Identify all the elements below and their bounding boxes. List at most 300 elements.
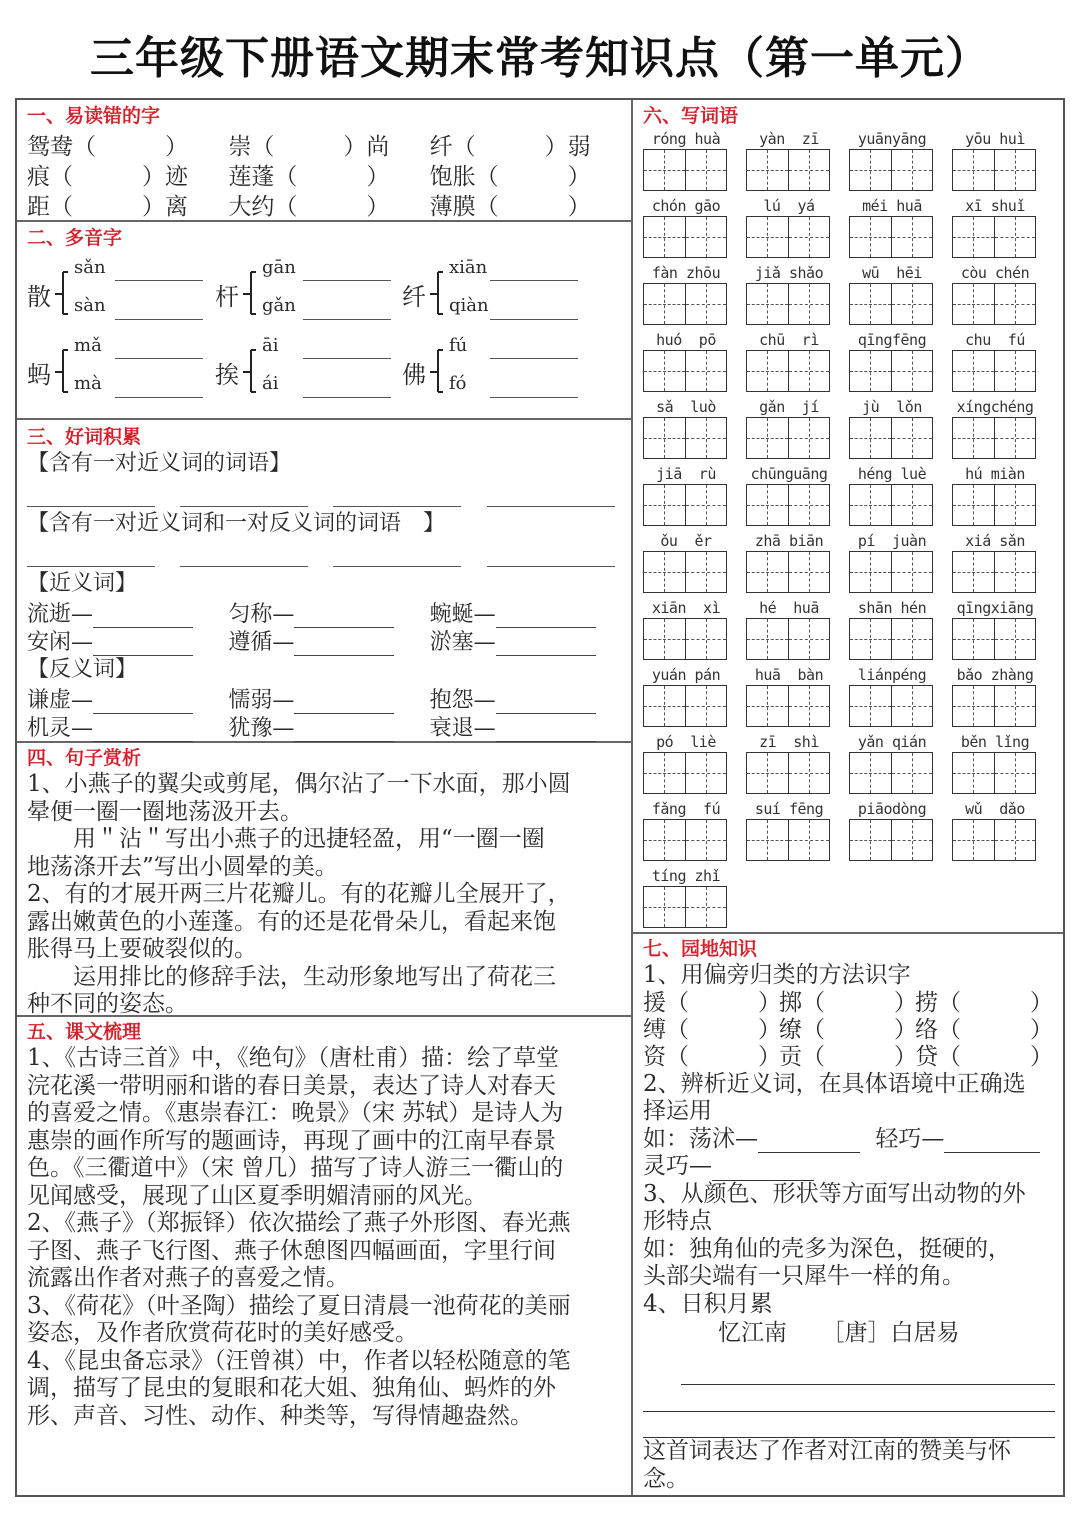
page-title: 三年级下册语文期末常考知识点（第一单元） [90,33,990,84]
tianzige-cell[interactable] [850,820,891,860]
tianzige-cell[interactable] [685,217,727,257]
reading-item[interactable]: 痕（ ）迹 [27,163,188,190]
tianzige-grid [643,129,1063,933]
tianzige-cell[interactable] [685,887,727,927]
word-writing-box [643,732,729,794]
pinyin-top: āi [262,335,279,356]
reading-item[interactable]: 距（ ）离 [27,193,188,220]
tianzige-boxes[interactable] [952,618,1036,660]
answer-blank[interactable] [487,566,615,567]
text-line: 种不同的姿态。 [27,991,188,1017]
paragraph: 形特点 [643,1208,712,1234]
answer-blank[interactable] [93,722,193,742]
tianzige-boxes[interactable] [952,216,1036,258]
word-label: 谦虚— [27,688,94,713]
pinyin-bottom: ái [262,373,279,394]
tianzige-cell[interactable] [747,820,788,860]
pinyin-label: pí juàn [857,532,927,550]
tianzige-boxes[interactable] [849,283,933,325]
section-title: 二、多音字 [27,227,123,249]
word-writing-box [849,799,935,861]
tianzige-cell[interactable] [788,619,830,659]
radical-item[interactable]: 络（ ） [915,1016,1053,1043]
answer-blank[interactable] [490,397,578,398]
word-label: 懦弱— [228,688,295,713]
answer-blank[interactable] [712,1159,814,1181]
tianzige-cell[interactable] [953,552,994,592]
paragraph: 4、日积月累 [643,1290,773,1317]
tianzige-boxes[interactable] [746,618,830,660]
brace-icon [430,267,448,317]
tianzige-cell[interactable] [994,485,1036,525]
tianzige-cell[interactable] [994,284,1036,324]
polyphone-grid [27,251,631,421]
text-line: 惠崇的画作所写的题画诗，再现了画中的江南早春景 [27,1127,556,1154]
polyphone-char: 杆 [215,283,239,311]
tianzige-cell[interactable] [953,686,994,726]
tianzige-cell[interactable] [788,351,830,391]
radical-item[interactable]: 捞（ ） [915,989,1053,1016]
tianzige-cell[interactable] [891,351,933,391]
text-line: 见闻感受，展现了山区夏季明媚清丽的风光。 [27,1182,487,1209]
tianzige-boxes[interactable] [952,484,1036,526]
pinyin-label: còu chén [960,264,1030,282]
radical-item[interactable]: 援（ ） [643,989,781,1016]
answer-blank[interactable] [115,319,203,320]
word-pair [27,597,228,628]
tianzige-cell[interactable] [850,418,891,458]
tianzige-cell[interactable] [644,887,685,927]
pinyin-label: xiān xì [651,599,721,617]
tianzige-cell[interactable] [644,619,685,659]
tianzige-cell[interactable] [850,150,891,190]
tianzige-cell[interactable] [850,686,891,726]
blank-lines-row [27,480,631,510]
answer-blank[interactable] [681,1384,1055,1385]
word-pair-row [27,628,631,656]
section-write-words [633,100,1063,934]
pinyin-label: héng luè [857,465,927,483]
word-pair [430,597,631,628]
section-garden-knowledge [633,934,1063,1497]
answer-blank[interactable] [487,506,615,507]
tianzige-cell[interactable] [891,485,933,525]
tianzige-cell[interactable] [644,284,685,324]
tianzige-cell[interactable] [994,753,1036,793]
tianzige-boxes[interactable] [746,551,830,593]
tianzige-boxes[interactable] [643,752,727,794]
tianzige-boxes[interactable] [952,417,1036,459]
tianzige-cell[interactable] [850,217,891,257]
word-writing-box [952,732,1038,794]
pinyin-label: bǎo zhàng [956,666,1034,684]
tianzige-cell[interactable] [891,753,933,793]
tianzige-cell[interactable] [850,351,891,391]
tianzige-cell[interactable] [685,619,727,659]
tianzige-cell[interactable] [747,552,788,592]
tianzige-cell[interactable] [850,619,891,659]
tianzige-cell[interactable] [747,753,788,793]
tianzige-boxes[interactable] [746,216,830,258]
tianzige-cell[interactable] [685,686,727,726]
tianzige-boxes[interactable] [952,685,1036,727]
word-writing-box [643,129,729,191]
tianzige-boxes[interactable] [643,484,727,526]
section-title: 一、易读错的字 [27,105,161,127]
tianzige-cell[interactable] [747,485,788,525]
word-writing-box [643,665,729,727]
reading-item[interactable]: 饱胀（ ） [429,163,591,190]
answer-blank[interactable] [496,636,596,656]
answer-blank[interactable] [944,1131,1040,1153]
tianzige-cell[interactable] [891,619,933,659]
word-writing-box [952,330,1038,392]
tianzige-boxes[interactable] [643,551,727,593]
word-writing-box [746,129,832,191]
pinyin-label: yuānyāng [857,130,927,148]
tianzige-cell[interactable] [994,619,1036,659]
tianzige-cell[interactable] [685,150,727,190]
tianzige-cell[interactable] [891,150,933,190]
section-title: 四、句子赏析 [27,747,142,769]
word-writing-box [952,129,1038,191]
pinyin-label: xī shuǐ [965,197,1025,215]
tianzige-boxes[interactable] [643,819,727,861]
word-writing-box [643,397,729,459]
tianzige-cell[interactable] [644,418,685,458]
tianzige-cell[interactable] [788,820,830,860]
tianzige-boxes[interactable] [746,417,830,459]
radical-row [643,1017,1063,1044]
section-polyphones [17,222,631,420]
reading-item[interactable]: 纤（ ）弱 [429,133,591,160]
tianzige-cell[interactable] [994,150,1036,190]
answer-blank[interactable] [490,319,578,320]
answer-blank[interactable] [27,566,155,567]
tianzige-cell[interactable] [747,351,788,391]
tianzige-cell[interactable] [685,284,727,324]
tianzige-cell[interactable] [994,686,1036,726]
tianzige-cell[interactable] [788,418,830,458]
pinyin-label: shān hén [857,599,927,617]
word-label: 安闲— [27,630,94,655]
answer-blank[interactable] [93,636,193,656]
tianzige-cell[interactable] [788,753,830,793]
pinyin-label: tíng zhǐ [651,867,721,885]
tianzige-cell[interactable] [644,217,685,257]
answer-blank[interactable] [294,636,394,656]
tianzige-boxes[interactable] [849,685,933,727]
text-line: 3、《荷花》（叶圣陶）描绘了夏日清晨一池荷花的美丽 [27,1292,571,1319]
word-writing-box [643,330,729,392]
text-line: 晕便一圈一圈地荡汲开去。 [27,798,303,825]
example-word: 轻巧— [875,1125,945,1152]
tianzige-cell[interactable] [747,150,788,190]
tianzige-cell[interactable] [953,351,994,391]
pinyin-label: fǎng fú [651,800,721,818]
polyphone-char: 蚂 [27,361,51,389]
answer-blank[interactable] [333,566,461,567]
tianzige-boxes[interactable] [643,149,727,191]
brace-icon [243,267,261,317]
text-line: 调，描写了昆虫的复眼和花大姐、独角仙、蚂炸的外 [27,1375,556,1401]
section-misread-chars [17,100,631,222]
polyphone-item [27,335,227,405]
word-pair [228,625,429,656]
tianzige-cell[interactable] [953,217,994,257]
tianzige-cell[interactable] [891,284,933,324]
tianzige-cell[interactable] [994,418,1036,458]
tianzige-cell[interactable] [953,284,994,324]
section-text-review [17,1017,631,1497]
answer-blank[interactable] [27,506,155,507]
tianzige-boxes[interactable] [746,283,830,325]
tianzige-cell[interactable] [953,418,994,458]
tianzige-cell[interactable] [788,284,830,324]
word-writing-box [746,665,832,727]
tianzige-cell[interactable] [644,485,685,525]
word-label: 蜿蜒— [429,602,496,627]
tianzige-cell[interactable] [747,284,788,324]
tianzige-cell[interactable] [644,753,685,793]
tianzige-cell[interactable] [685,351,727,391]
tianzige-cell[interactable] [953,150,994,190]
word-writing-box [849,464,935,526]
pinyin-label: hú miàn [965,465,1025,483]
tianzige-boxes[interactable] [952,350,1036,392]
word-writing-box [849,196,935,258]
tianzige-boxes[interactable] [746,350,830,392]
tianzige-boxes[interactable] [746,484,830,526]
word-label: 抱怨— [429,688,496,713]
tianzige-boxes[interactable] [746,819,830,861]
pinyin-bottom: fó [449,373,467,394]
text-line: 形、声音、习性、动作、种类等，写得情趣盎然。 [27,1402,533,1429]
answer-blank[interactable] [303,397,391,398]
radical-item[interactable]: 掷（ ） [779,989,917,1016]
tianzige-boxes[interactable] [849,618,933,660]
text-line: 用＂沾＂写出小燕子的迅捷轻盈，用“一圈一圈 [27,826,545,852]
tianzige-boxes[interactable] [952,551,1036,593]
tianzige-boxes[interactable] [746,149,830,191]
answer-blank[interactable] [180,506,308,507]
text-line: 2、《燕子》（郑振铎）依次描绘了燕子外形图、春光燕 [27,1210,571,1236]
tianzige-cell[interactable] [891,418,933,458]
tianzige-cell[interactable] [788,150,830,190]
paragraph: 1、用偏旁归类的方法识字 [643,962,911,988]
reading-item[interactable]: 鸳鸯（ ） [27,133,188,160]
tianzige-boxes[interactable] [643,350,727,392]
word-writing-box [849,397,935,459]
reading-item[interactable]: 崇（ ）尚 [228,133,390,160]
tianzige-boxes[interactable] [643,618,727,660]
tianzige-boxes[interactable] [746,685,830,727]
brace-icon [55,345,73,395]
word-pair [27,683,228,714]
word-label: 衰退— [429,716,496,741]
answer-blank[interactable] [490,280,578,281]
word-writing-box [643,799,729,861]
answer-blank[interactable] [115,358,203,359]
tianzige-cell[interactable] [685,485,727,525]
tianzige-cell[interactable] [850,485,891,525]
tianzige-cell[interactable] [850,552,891,592]
word-pair-row [27,600,631,628]
tianzige-boxes[interactable] [643,685,727,727]
tianzige-cell[interactable] [747,686,788,726]
tianzige-boxes[interactable] [849,216,933,258]
tianzige-boxes[interactable] [952,752,1036,794]
tianzige-boxes[interactable] [643,216,727,258]
pinyin-label: chūnguāng [750,465,828,483]
tianzige-cell[interactable] [953,485,994,525]
polyphone-item [402,335,602,405]
reading-item[interactable]: 大约（ ） [228,193,390,220]
answer-blank[interactable] [643,1411,1055,1412]
pinyin-top: fú [449,335,468,356]
subheading-synonym-pairs: 【含有一对近义词的词语】 [27,451,292,476]
word-pair [27,711,228,742]
radical-row [643,990,1063,1017]
tianzige-cell[interactable] [644,351,685,391]
answer-blank[interactable] [333,506,461,507]
tianzige-cell[interactable] [994,351,1036,391]
tianzige-boxes[interactable] [746,752,830,794]
reading-item[interactable]: 莲蓬（ ） [228,163,390,190]
tianzige-cell[interactable] [891,217,933,257]
tianzige-boxes[interactable] [952,149,1036,191]
tianzige-cell[interactable] [891,686,933,726]
pinyin-label: huó pō [656,331,716,349]
answer-blank[interactable] [115,280,203,281]
tianzige-cell[interactable] [994,552,1036,592]
pinyin-label: chū rì [759,331,819,349]
radical-item[interactable]: 缚（ ） [643,1016,781,1043]
tianzige-boxes[interactable] [643,886,727,928]
tianzige-cell[interactable] [788,552,830,592]
text-line: 2、有的才展开两三片花瓣儿。有的花瓣儿全展开了， [27,881,571,907]
tianzige-cell[interactable] [788,217,830,257]
answer-blank[interactable] [758,1131,860,1153]
example-word: 灵巧— [643,1153,712,1179]
brace-icon [243,345,261,395]
answer-blank[interactable] [303,280,391,281]
tianzige-cell[interactable] [747,418,788,458]
radical-item[interactable]: 缭（ ） [779,1016,917,1043]
word-label: 流逝— [27,602,94,627]
tianzige-cell[interactable] [685,753,727,793]
brace-icon [430,345,448,395]
example-line [643,1153,1063,1181]
answer-blank[interactable] [496,722,596,742]
tianzige-cell[interactable] [850,284,891,324]
tianzige-boxes[interactable] [643,417,727,459]
word-writing-box [952,397,1038,459]
pinyin-label: méi huā [862,197,922,215]
radical-item[interactable]: 贡（ ） [779,1043,917,1070]
tianzige-cell[interactable] [891,820,933,860]
polyphone-char: 纤 [402,283,426,311]
word-pair [27,625,228,656]
tianzige-boxes[interactable] [849,819,933,861]
word-writing-box [746,397,832,459]
tianzige-boxes[interactable] [849,551,933,593]
answer-blank[interactable] [643,1437,1055,1438]
answer-blank[interactable] [294,722,394,742]
tianzige-cell[interactable] [953,753,994,793]
tianzige-cell[interactable] [644,150,685,190]
tianzige-boxes[interactable] [952,283,1036,325]
tianzige-cell[interactable] [685,552,727,592]
tianzige-cell[interactable] [644,820,685,860]
tianzige-cell[interactable] [891,552,933,592]
tianzige-boxes[interactable] [849,417,933,459]
paragraph: 如：独角仙的壳多为深色，挺硬的， [643,1235,1011,1262]
radical-item[interactable]: 资（ ） [643,1043,781,1070]
pinyin-bottom: qiàn [449,295,489,316]
reading-item[interactable]: 薄膜（ ） [429,193,591,220]
tianzige-cell[interactable] [994,820,1036,860]
section-title: 三、好词积累 [27,426,142,448]
word-writing-box [643,263,729,325]
word-writing-box [849,598,935,660]
tianzige-boxes[interactable] [849,752,933,794]
pinyin-top: xiān [449,257,488,278]
pinyin-label: jiǎ shǎo [754,264,824,282]
tianzige-cell[interactable] [644,686,685,726]
tianzige-boxes[interactable] [952,819,1036,861]
tianzige-boxes[interactable] [849,149,933,191]
tianzige-cell[interactable] [685,820,727,860]
subheading-synonyms: 【近义词】 [27,571,138,596]
text-line: 浣花溪一带明丽和谐的春日美景，表达了诗人对春天 [27,1072,556,1099]
tianzige-cell[interactable] [994,217,1036,257]
answer-blank[interactable] [490,358,578,359]
tianzige-cell[interactable] [788,686,830,726]
tianzige-cell[interactable] [788,485,830,525]
word-writing-box [746,330,832,392]
worksheet [15,98,1065,1497]
tianzige-boxes[interactable] [643,283,727,325]
pinyin-label: fàn zhōu [651,264,721,282]
tianzige-boxes[interactable] [849,350,933,392]
pinyin-label: ǒu ěr [660,532,712,550]
tianzige-boxes[interactable] [849,484,933,526]
section-title: 六、写词语 [643,105,739,127]
word-writing-box [849,665,935,727]
polyphone-char: 佛 [402,361,426,389]
text-line: 姿态，及作者欣赏荷花时的美好感受。 [27,1320,418,1346]
radical-item[interactable]: 贷（ ） [915,1043,1053,1070]
tianzige-cell[interactable] [953,820,994,860]
polyphone-char: 散 [27,283,51,311]
section-title: 五、课文梳理 [27,1021,142,1043]
answer-blank[interactable] [303,319,391,320]
pinyin-top: sǎn [74,257,106,278]
answer-blank[interactable] [303,358,391,359]
tianzige-cell[interactable] [685,418,727,458]
tianzige-cell[interactable] [747,619,788,659]
tianzige-cell[interactable] [747,217,788,257]
tianzige-cell[interactable] [644,552,685,592]
answer-blank[interactable] [115,397,203,398]
tianzige-cell[interactable] [953,619,994,659]
pinyin-label: běn lǐng [960,733,1030,751]
answer-blank[interactable] [180,566,308,567]
tianzige-cell[interactable] [850,753,891,793]
pinyin-label: suí fēng [754,800,824,818]
reading-row [27,159,631,189]
